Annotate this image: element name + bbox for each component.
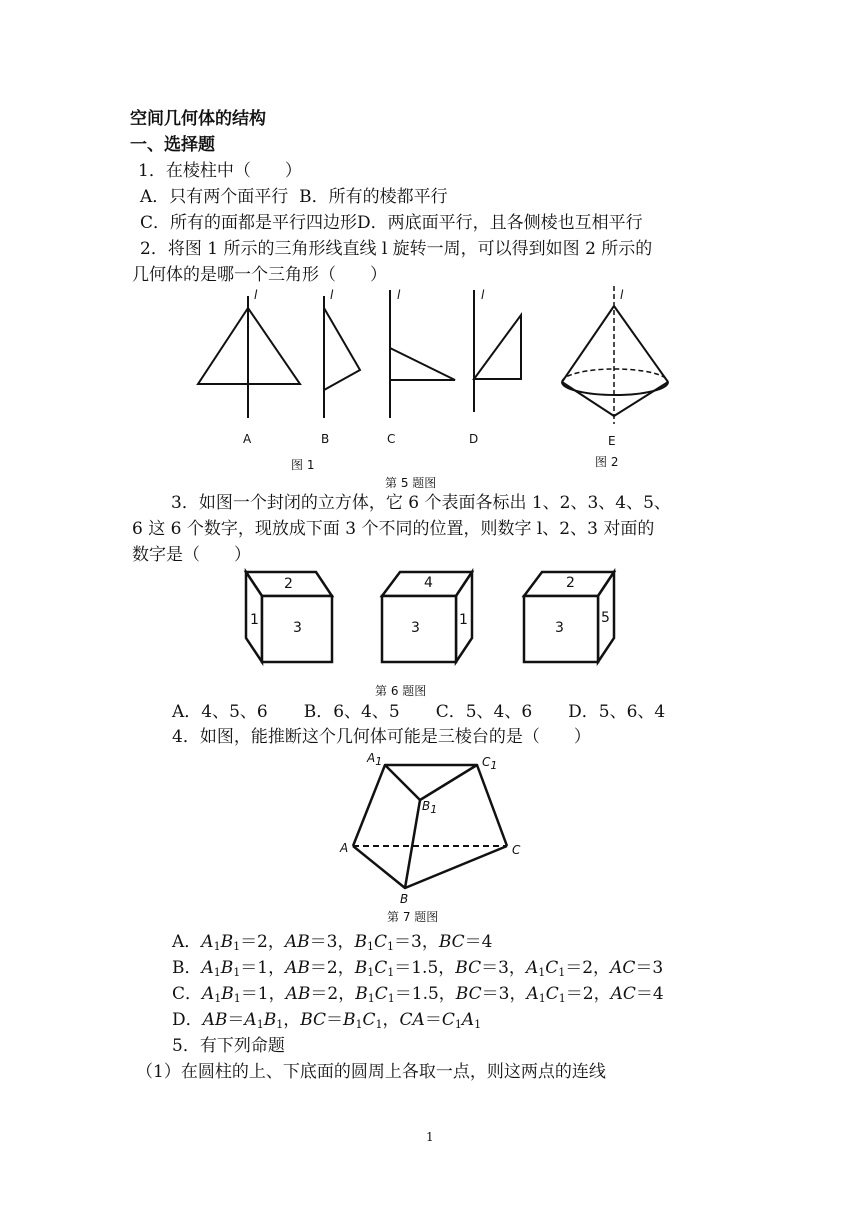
figure1-caption: 图 1 bbox=[291, 458, 315, 472]
q2-stem-line1: 2．将图 1 所示的三角形线直线 l 旋转一周，可以得到如图 2 所示的 bbox=[140, 239, 653, 259]
cube1-top-number: 2 bbox=[284, 576, 293, 592]
q4-stem: 4．如图，能推断这个几何体可能是三棱台的是（ ） bbox=[172, 727, 591, 747]
q3-option-d: D．5、6、4 bbox=[568, 702, 666, 722]
vertex-label-a: A bbox=[340, 841, 349, 855]
cube2-front-number: 3 bbox=[411, 620, 420, 636]
axis-label-c: l bbox=[397, 288, 401, 302]
q2-stem-line2: 几何体的是哪一个三角形（ ） bbox=[132, 265, 387, 285]
cube1-front-number: 3 bbox=[293, 620, 302, 636]
q4-option-b: B．$A_1B_1=1$，AB＝2，$B_1C_1=1.5$，BC＝3，$A_1C_1=2$，AC＝3 bbox=[172, 958, 664, 979]
cube3-front-number: 3 bbox=[555, 620, 564, 636]
figure-label-c: C bbox=[387, 432, 396, 446]
page-number: 1 bbox=[426, 1130, 434, 1144]
figure-label-a: A bbox=[243, 432, 252, 446]
axis-label-e: l bbox=[620, 288, 624, 302]
axis-label-a: l bbox=[254, 288, 258, 302]
cube2-right-number: 1 bbox=[459, 612, 468, 628]
q4-figure-caption: 第 7 题图 bbox=[387, 910, 439, 924]
q1-option-c: C．所有的面都是平行四边形D．两底面平行，且各侧棱也互相平行 bbox=[140, 213, 643, 233]
q1-stem: 1．在棱柱中（ ） bbox=[138, 161, 302, 181]
figure2-caption: 图 2 bbox=[595, 455, 619, 469]
q3-option-b: B．6、4、5 bbox=[303, 702, 400, 722]
vertex-label-c1: $C_1$ bbox=[482, 755, 498, 772]
cube2-top-number: 4 bbox=[424, 575, 433, 591]
cube3-right-number: 5 bbox=[601, 610, 610, 626]
q2-figure-caption: 第 5 题图 bbox=[385, 476, 437, 490]
section-heading: 一、选择题 bbox=[130, 135, 215, 155]
q1-option-b: B．所有的棱都平行 bbox=[299, 187, 448, 207]
q3-stem-line2: 6 这 6 个数字，现放成下面 3 个不同的位置，则数字 l、2、3 对面的 bbox=[132, 519, 655, 539]
axis-label-b: l bbox=[330, 288, 334, 302]
q3-stem-line3: 数字是（ ） bbox=[132, 545, 251, 565]
q3-figure-caption: 第 6 题图 bbox=[375, 684, 427, 698]
vertex-label-c: C bbox=[512, 843, 521, 857]
q5-item1: （1）在圆柱的上、下底面的圆周上各取一点，则这两点的连线 bbox=[136, 1062, 606, 1082]
q4-option-d: D．$AB=A_1B_1$，$BC=B_1C_1$，$CA=C_1A_1$ bbox=[172, 1010, 482, 1031]
figure-label-b: B bbox=[321, 432, 330, 446]
figure-label-e: E bbox=[608, 434, 616, 448]
vertex-label-b1: $B_1$ bbox=[422, 799, 438, 816]
q1-option-d: D．两底面平行，且各侧棱也互相平行 bbox=[357, 213, 643, 233]
figure-label-d: D bbox=[469, 432, 479, 446]
cube3-top-number: 2 bbox=[566, 575, 575, 591]
q1-option-a: A．只有两个面平行 B．所有的棱都平行 bbox=[140, 187, 448, 207]
q5-stem: 5．有下列命题 bbox=[172, 1036, 285, 1056]
cube1-left-number: 1 bbox=[250, 612, 259, 628]
q4-option-a: A．$A_1B_1=2$，AB＝3，$B_1C_1=3$，BC＝4 bbox=[172, 932, 493, 953]
q3-option-c: C．5、4、6 bbox=[435, 702, 533, 722]
q3-option-a: A．4、5、6 bbox=[172, 702, 268, 722]
q4-option-c: C．$A_1B_1=1$，AB＝2，$B_1C_1=1.5$，BC＝3，$A_1C_1=2$，AC＝4 bbox=[172, 984, 664, 1005]
vertex-label-b: B bbox=[400, 892, 409, 906]
axis-label-d: l bbox=[481, 288, 485, 302]
vertex-label-a1: $A_1$ bbox=[367, 751, 383, 768]
q3-stem-line1: 3．如图一个封闭的立方体，它 6 个表面各标出 1、2、3、4、5、 bbox=[171, 493, 671, 513]
page-title: 空间几何体的结构 bbox=[130, 109, 266, 129]
